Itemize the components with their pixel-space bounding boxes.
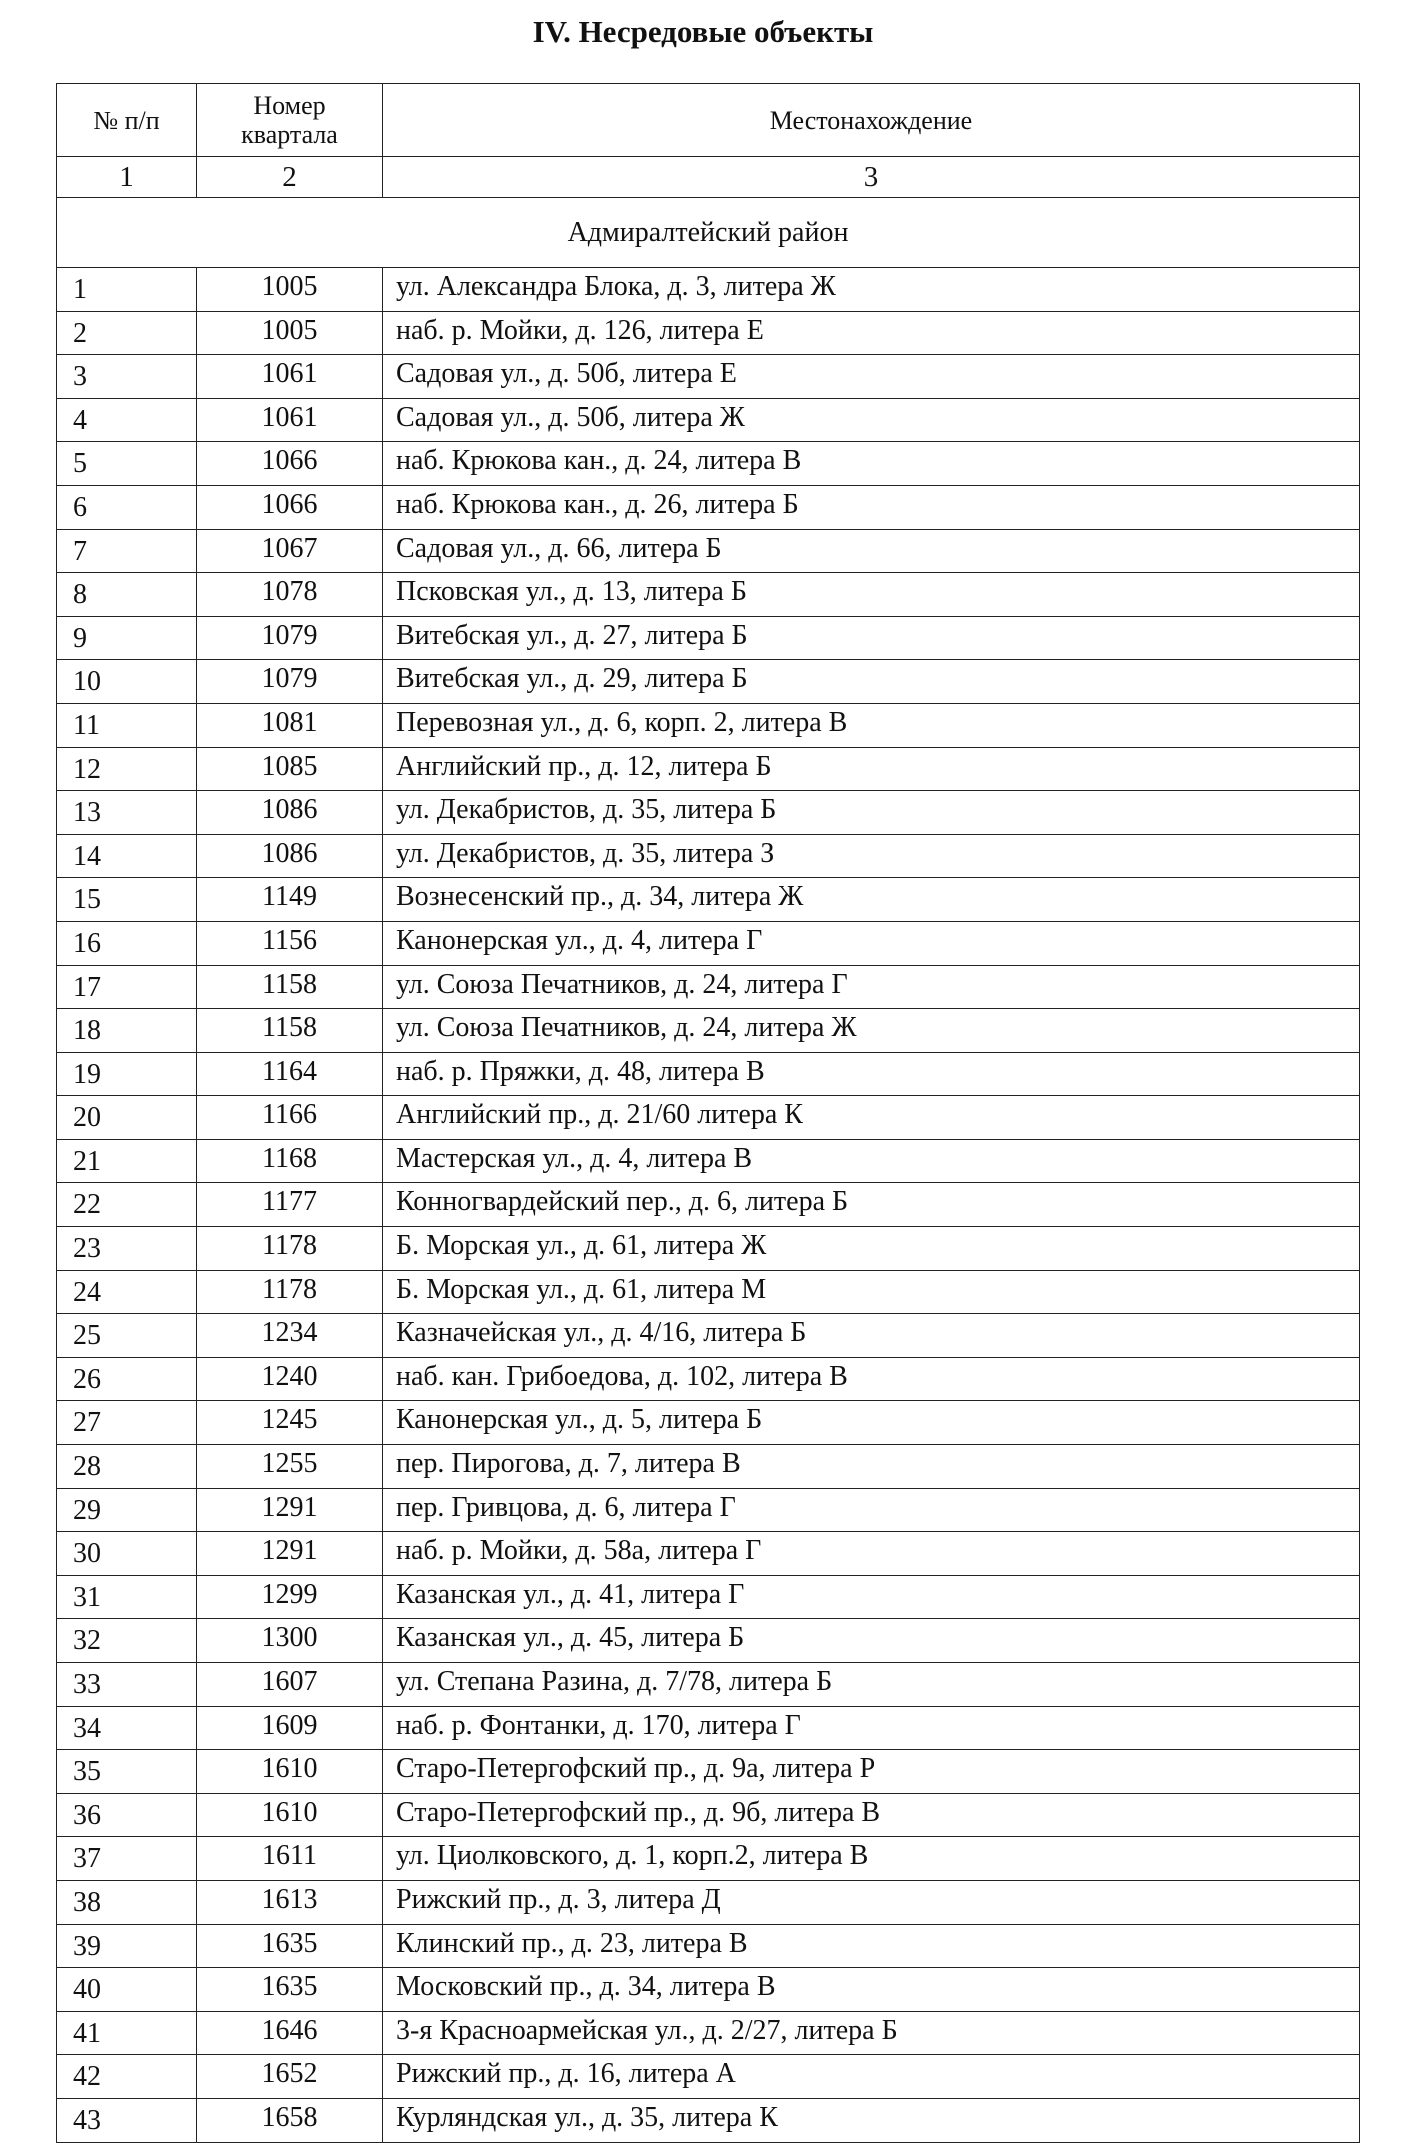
row-quarter: 1067 <box>197 529 383 573</box>
row-number: 27 <box>57 1401 197 1445</box>
row-address: Московский пр., д. 34, литера В <box>383 1968 1360 2012</box>
row-address: наб. р. Пряжки, д. 48, литера В <box>383 1052 1360 1096</box>
row-address: Канонерская ул., д. 5, литера Б <box>383 1401 1360 1445</box>
row-quarter: 1611 <box>197 1837 383 1881</box>
row-quarter: 1635 <box>197 1924 383 1968</box>
row-quarter: 1609 <box>197 1706 383 1750</box>
row-quarter: 1613 <box>197 1880 383 1924</box>
table-row <box>57 1227 1360 1271</box>
row-quarter: 1166 <box>197 1096 383 1140</box>
row-number: 8 <box>57 573 197 617</box>
row-number: 35 <box>57 1750 197 1794</box>
table-row <box>57 660 1360 704</box>
row-quarter: 1652 <box>197 2055 383 2099</box>
table-row <box>57 398 1360 442</box>
row-quarter: 1245 <box>197 1401 383 1445</box>
table-row <box>57 485 1360 529</box>
row-number: 19 <box>57 1052 197 1096</box>
district-name: Адмиралтейский район <box>57 198 1360 268</box>
row-quarter: 1158 <box>197 965 383 1009</box>
row-number: 15 <box>57 878 197 922</box>
table-row <box>57 1052 1360 1096</box>
objects-table <box>56 83 1360 2143</box>
table-row <box>57 1270 1360 1314</box>
table-row <box>57 1183 1360 1227</box>
table-row <box>57 1139 1360 1183</box>
row-address: пер. Пирогова, д. 7, литера В <box>383 1445 1360 1489</box>
row-address: Канонерская ул., д. 4, литера Г <box>383 921 1360 965</box>
row-number: 29 <box>57 1488 197 1532</box>
table-row <box>57 791 1360 835</box>
row-address: Конногвардейский пер., д. 6, литера Б <box>383 1183 1360 1227</box>
row-number: 43 <box>57 2098 197 2142</box>
row-number: 34 <box>57 1706 197 1750</box>
table-row <box>57 2055 1360 2099</box>
row-quarter: 1078 <box>197 573 383 617</box>
column-number-2: 2 <box>197 157 383 198</box>
row-quarter: 1061 <box>197 398 383 442</box>
row-number: 17 <box>57 965 197 1009</box>
row-number: 30 <box>57 1532 197 1576</box>
table-row <box>57 1488 1360 1532</box>
row-quarter: 1646 <box>197 2011 383 2055</box>
table-row <box>57 1706 1360 1750</box>
row-quarter: 1610 <box>197 1793 383 1837</box>
row-quarter: 1240 <box>197 1357 383 1401</box>
row-number: 1 <box>57 268 197 312</box>
header-location: Местонахождение <box>383 84 1360 157</box>
row-quarter: 1178 <box>197 1270 383 1314</box>
row-quarter: 1085 <box>197 747 383 791</box>
row-number: 31 <box>57 1575 197 1619</box>
row-address: Витебская ул., д. 27, литера Б <box>383 616 1360 660</box>
row-number: 33 <box>57 1663 197 1707</box>
row-number: 20 <box>57 1096 197 1140</box>
row-address: Старо-Петергофский пр., д. 9а, литера Р <box>383 1750 1360 1794</box>
district-row <box>57 198 1360 268</box>
row-address: наб. кан. Грибоедова, д. 102, литера В <box>383 1357 1360 1401</box>
row-number: 32 <box>57 1619 197 1663</box>
row-address: Рижский пр., д. 16, литера А <box>383 2055 1360 2099</box>
row-address: Псковская ул., д. 13, литера Б <box>383 573 1360 617</box>
table-row <box>57 834 1360 878</box>
column-number-row <box>57 157 1360 198</box>
row-quarter: 1164 <box>197 1052 383 1096</box>
row-address: Мастерская ул., д. 4, литера В <box>383 1139 1360 1183</box>
table-row <box>57 1968 1360 2012</box>
row-address: наб. р. Мойки, д. 58а, литера Г <box>383 1532 1360 1576</box>
row-number: 37 <box>57 1837 197 1881</box>
table-row <box>57 1793 1360 1837</box>
row-quarter: 1005 <box>197 311 383 355</box>
table-row <box>57 1575 1360 1619</box>
table-row <box>57 747 1360 791</box>
row-address: ул. Декабристов, д. 35, литера З <box>383 834 1360 878</box>
table-row <box>57 1880 1360 1924</box>
table-row <box>57 1663 1360 1707</box>
row-address: Рижский пр., д. 3, литера Д <box>383 1880 1360 1924</box>
row-number: 22 <box>57 1183 197 1227</box>
table-row <box>57 355 1360 399</box>
row-number: 39 <box>57 1924 197 1968</box>
row-address: ул. Декабристов, д. 35, литера Б <box>383 791 1360 835</box>
row-quarter: 1658 <box>197 2098 383 2142</box>
row-number: 5 <box>57 442 197 486</box>
row-quarter: 1255 <box>197 1445 383 1489</box>
row-number: 40 <box>57 1968 197 2012</box>
row-number: 12 <box>57 747 197 791</box>
table-row <box>57 965 1360 1009</box>
row-address: наб. Крюкова кан., д. 24, литера В <box>383 442 1360 486</box>
row-number: 18 <box>57 1009 197 1053</box>
table-row <box>57 1096 1360 1140</box>
row-address: ул. Циолковского, д. 1, корп.2, литера В <box>383 1837 1360 1881</box>
row-quarter: 1156 <box>197 921 383 965</box>
row-number: 4 <box>57 398 197 442</box>
table-row <box>57 1357 1360 1401</box>
table-row <box>57 442 1360 486</box>
row-quarter: 1086 <box>197 791 383 835</box>
row-address: Казанская ул., д. 45, литера Б <box>383 1619 1360 1663</box>
column-number-3: 3 <box>383 157 1360 198</box>
row-quarter: 1158 <box>197 1009 383 1053</box>
row-number: 26 <box>57 1357 197 1401</box>
row-number: 25 <box>57 1314 197 1358</box>
column-number-1: 1 <box>57 157 197 198</box>
row-number: 28 <box>57 1445 197 1489</box>
row-number: 9 <box>57 616 197 660</box>
row-quarter: 1291 <box>197 1488 383 1532</box>
row-address: наб. Крюкова кан., д. 26, литера Б <box>383 485 1360 529</box>
row-number: 23 <box>57 1227 197 1271</box>
table-row <box>57 1837 1360 1881</box>
row-quarter: 1061 <box>197 355 383 399</box>
table-row <box>57 2011 1360 2055</box>
row-number: 6 <box>57 485 197 529</box>
row-quarter: 1066 <box>197 485 383 529</box>
row-quarter: 1610 <box>197 1750 383 1794</box>
row-address: наб. р. Мойки, д. 126, литера Е <box>383 311 1360 355</box>
row-address: Клинский пр., д. 23, литера В <box>383 1924 1360 1968</box>
table-row <box>57 1750 1360 1794</box>
row-quarter: 1086 <box>197 834 383 878</box>
row-number: 38 <box>57 1880 197 1924</box>
table-row <box>57 1924 1360 1968</box>
row-number: 21 <box>57 1139 197 1183</box>
row-quarter: 1079 <box>197 616 383 660</box>
row-address: ул. Степана Разина, д. 7/78, литера Б <box>383 1663 1360 1707</box>
table-row <box>57 1314 1360 1358</box>
table-row <box>57 311 1360 355</box>
row-number: 14 <box>57 834 197 878</box>
row-address: Садовая ул., д. 66, литера Б <box>383 529 1360 573</box>
table-row <box>57 529 1360 573</box>
table-row <box>57 1532 1360 1576</box>
row-address: Б. Морская ул., д. 61, литера Ж <box>383 1227 1360 1271</box>
row-quarter: 1178 <box>197 1227 383 1271</box>
table-row <box>57 268 1360 312</box>
header-row <box>57 84 1360 157</box>
header-quarter <box>197 84 383 157</box>
row-address: Садовая ул., д. 50б, литера Ж <box>383 398 1360 442</box>
row-address: Курляндская ул., д. 35, литера К <box>383 2098 1360 2142</box>
row-number: 10 <box>57 660 197 704</box>
row-address: Вознесенский пр., д. 34, литера Ж <box>383 878 1360 922</box>
row-number: 41 <box>57 2011 197 2055</box>
row-quarter: 1066 <box>197 442 383 486</box>
row-quarter: 1299 <box>197 1575 383 1619</box>
row-address: Старо-Петергофский пр., д. 9б, литера В <box>383 1793 1360 1837</box>
table-row <box>57 703 1360 747</box>
row-quarter: 1005 <box>197 268 383 312</box>
row-address: ул. Александра Блока, д. 3, литера Ж <box>383 268 1360 312</box>
row-number: 42 <box>57 2055 197 2099</box>
row-number: 7 <box>57 529 197 573</box>
row-quarter: 1607 <box>197 1663 383 1707</box>
row-quarter: 1300 <box>197 1619 383 1663</box>
table-row <box>57 921 1360 965</box>
header-quarter-text: Номер квартала <box>241 91 338 149</box>
row-quarter: 1079 <box>197 660 383 704</box>
table-row <box>57 1401 1360 1445</box>
row-quarter: 1168 <box>197 1139 383 1183</box>
row-number: 3 <box>57 355 197 399</box>
row-quarter: 1149 <box>197 878 383 922</box>
table-row <box>57 878 1360 922</box>
header-number: № п/п <box>57 84 197 157</box>
row-quarter: 1291 <box>197 1532 383 1576</box>
row-address: Казначейская ул., д. 4/16, литера Б <box>383 1314 1360 1358</box>
table-row <box>57 1009 1360 1053</box>
row-address: Английский пр., д. 12, литера Б <box>383 747 1360 791</box>
row-address: пер. Гривцова, д. 6, литера Г <box>383 1488 1360 1532</box>
table-row <box>57 616 1360 660</box>
row-number: 36 <box>57 1793 197 1837</box>
row-address: ул. Союза Печатников, д. 24, литера Ж <box>383 1009 1360 1053</box>
row-quarter: 1177 <box>197 1183 383 1227</box>
table-row <box>57 573 1360 617</box>
row-number: 2 <box>57 311 197 355</box>
row-address: Витебская ул., д. 29, литера Б <box>383 660 1360 704</box>
page-title: IV. Несредовые объекты <box>532 14 874 49</box>
row-address: Б. Морская ул., д. 61, литера М <box>383 1270 1360 1314</box>
row-quarter: 1234 <box>197 1314 383 1358</box>
row-quarter: 1635 <box>197 1968 383 2012</box>
row-address: Казанская ул., д. 41, литера Г <box>383 1575 1360 1619</box>
table-row <box>57 1619 1360 1663</box>
row-number: 11 <box>57 703 197 747</box>
row-address: 3-я Красноармейская ул., д. 2/27, литера Б <box>383 2011 1360 2055</box>
row-quarter: 1081 <box>197 703 383 747</box>
row-number: 16 <box>57 921 197 965</box>
row-number: 24 <box>57 1270 197 1314</box>
row-address: ул. Союза Печатников, д. 24, литера Г <box>383 965 1360 1009</box>
row-address: Английский пр., д. 21/60 литера К <box>383 1096 1360 1140</box>
row-address: Садовая ул., д. 50б, литера Е <box>383 355 1360 399</box>
table-row <box>57 2098 1360 2142</box>
table-row <box>57 1445 1360 1489</box>
row-number: 13 <box>57 791 197 835</box>
row-address: наб. р. Фонтанки, д. 170, литера Г <box>383 1706 1360 1750</box>
row-address: Перевозная ул., д. 6, корп. 2, литера В <box>383 703 1360 747</box>
